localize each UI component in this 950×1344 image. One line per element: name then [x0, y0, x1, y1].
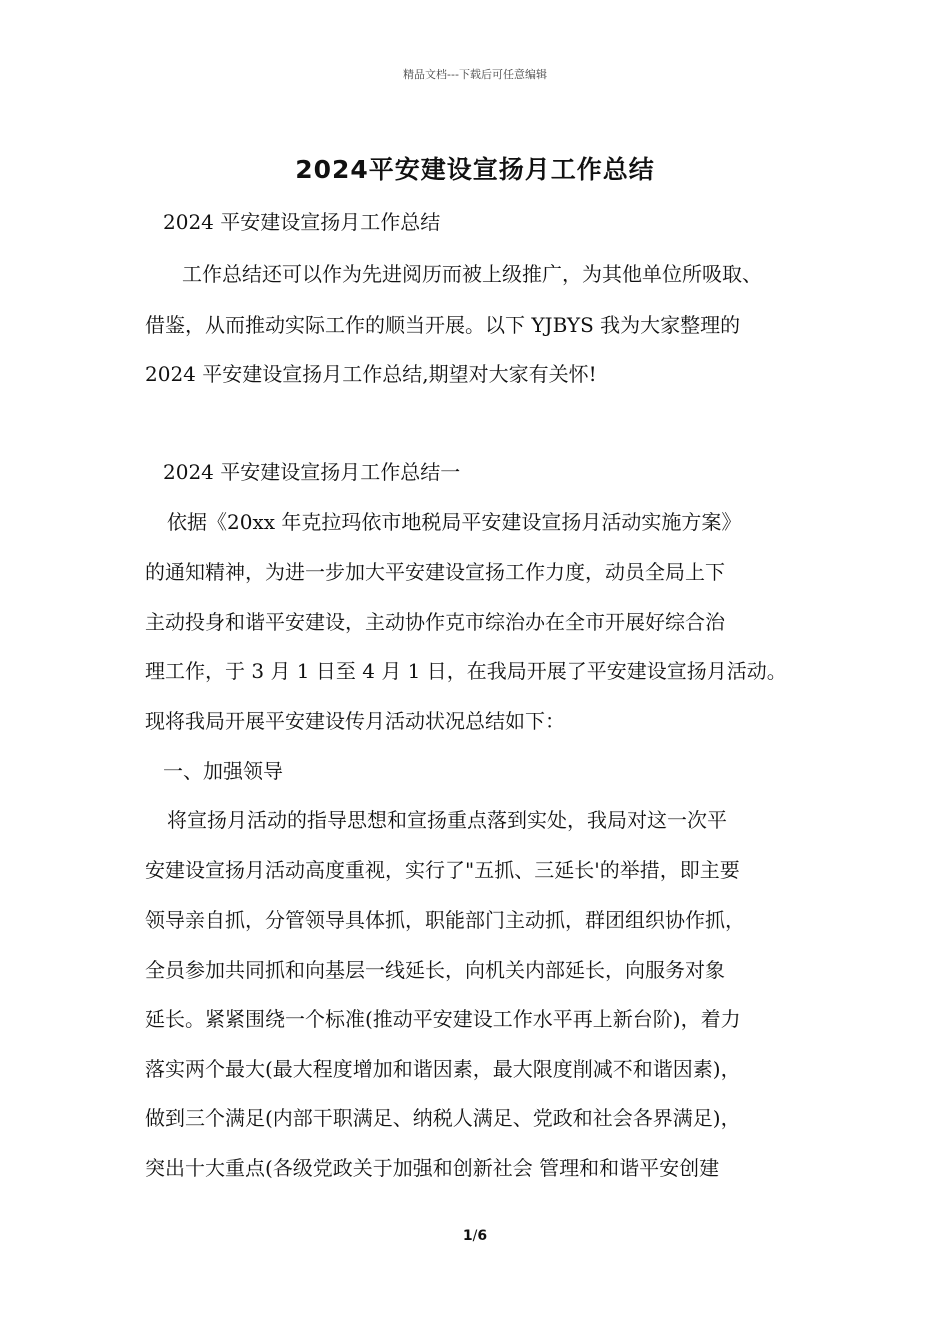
paragraph-line: 安建设宣扬月活动高度重视，实行了"五抓、三延长'的举措，即主要: [145, 858, 740, 882]
document-title: 2024平安建设宣扬月工作总结: [295, 155, 655, 184]
paragraph-line: 突出十大重点(各级党政关于加强和创新社会 管理和和谐平安创建: [145, 1156, 720, 1180]
page-total: 6: [477, 1228, 488, 1244]
paragraph-line: 主动投身和谐平安建设，主动协作克市综治办在全市开展好综合治: [145, 610, 725, 634]
subsection-heading: 一、加强领导: [163, 759, 283, 783]
section-heading: 2024 平安建设宣扬月工作总结一: [163, 460, 461, 484]
subtitle-line: 2024 平安建设宣扬月工作总结: [163, 210, 441, 234]
page-number: [0, 1228, 950, 1244]
paragraph-line: 的通知精神，为进一步加大平安建设宣扬工作力度，动员全局上下: [145, 560, 725, 584]
paragraph-line: 落实两个最大(最大程度增加和谐因素，最大限度削减不和谐因素)，: [145, 1057, 741, 1081]
paragraph-line: 全员参加共同抓和向基层一线延长，向机关内部延长，向服务对象: [145, 958, 725, 982]
paragraph-line: 将宣扬月活动的指导思想和宣扬重点落到实处，我局对这一次平: [167, 808, 727, 832]
paragraph-line: 理工作，于 3 月 1 日至 4 月 1 日，在我局开展了平安建设宣扬月活动。: [145, 659, 787, 683]
paragraph-line: 做到三个满足(内部干职满足、纳税人满足、党政和社会各界满足)，: [145, 1106, 741, 1130]
paragraph-line: 延长。紧紧围绕一个标准(推动平安建设工作水平再上新台阶)，着力: [145, 1007, 741, 1031]
paragraph-line: 工作总结还可以作为先进阅历而被上级推广，为其他单位所吸取、: [182, 262, 762, 286]
header-note: 精品文档---下载后可任意编辑: [403, 68, 547, 81]
page-current: 1: [462, 1228, 473, 1244]
paragraph-line: 2024 平安建设宣扬月工作总结,期望对大家有关怀!: [145, 362, 597, 386]
page-separator: /: [472, 1228, 478, 1244]
paragraph-line: 依据《20xx 年克拉玛依市地税局平安建设宣扬月活动实施方案》: [167, 510, 742, 534]
paragraph-line: 借鉴，从而推动实际工作的顺当开展。以下 YJBYS 我为大家整理的: [145, 313, 741, 337]
paragraph-line: 现将我局开展平安建设传月活动状况总结如下：: [145, 709, 565, 733]
paragraph-line: 领导亲自抓，分管领导具体抓，职能部门主动抓，群团组织协作抓，: [145, 908, 745, 932]
